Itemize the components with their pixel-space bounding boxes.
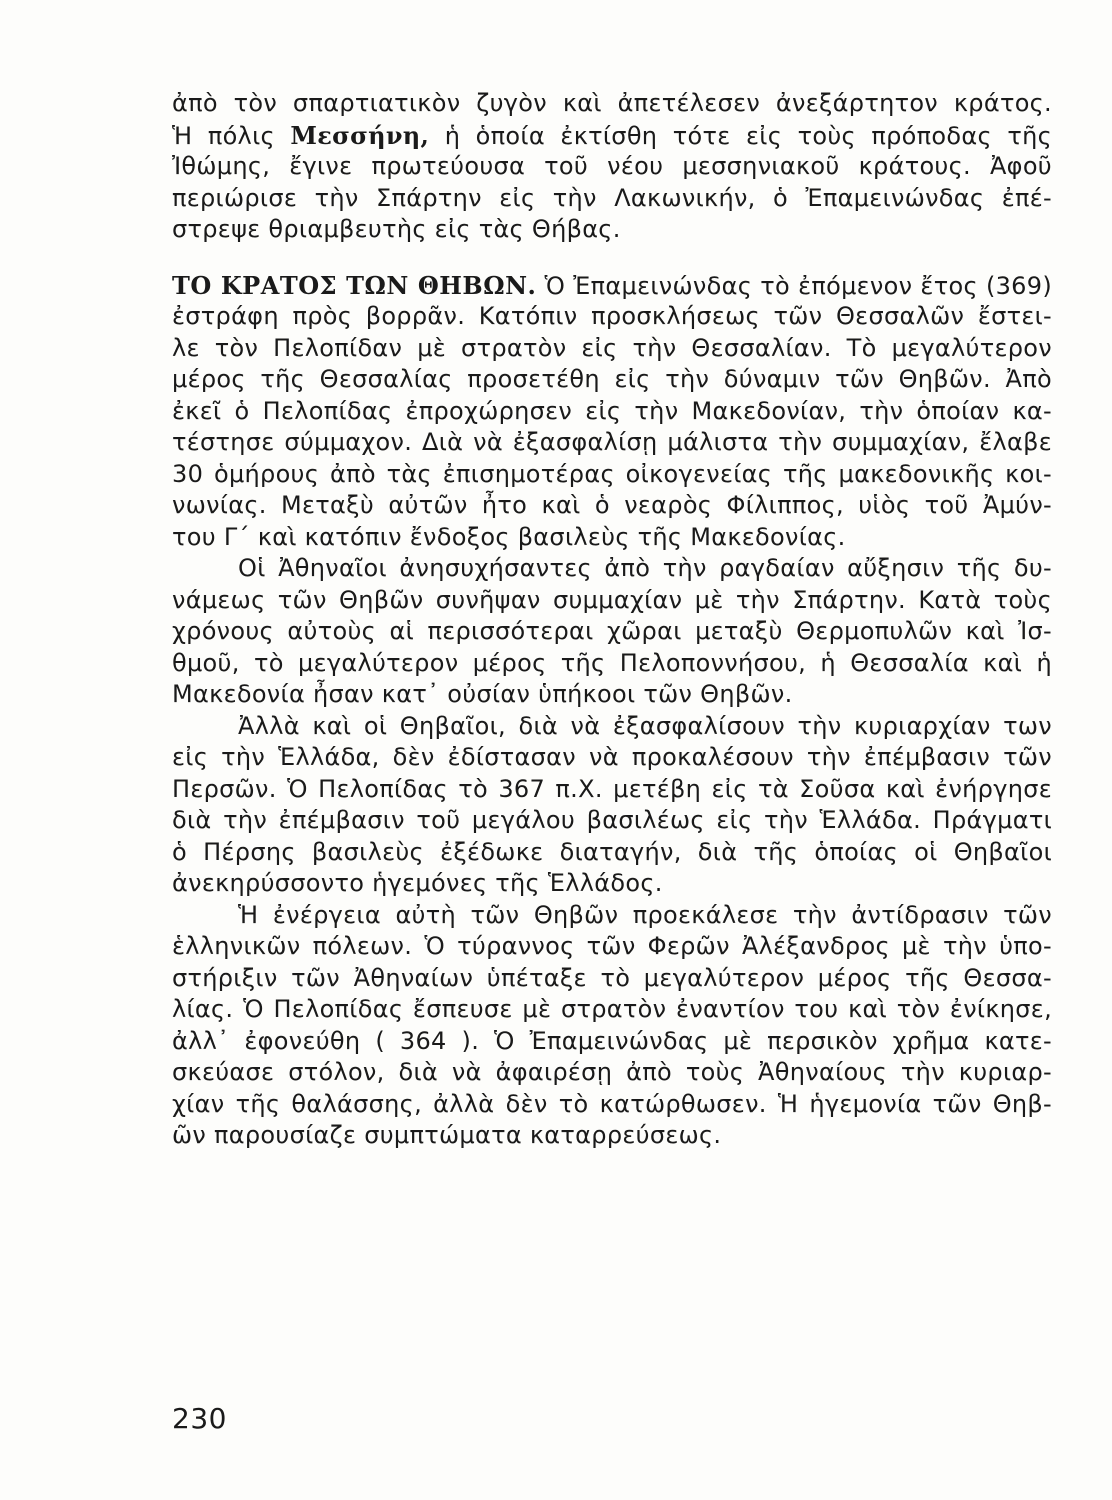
- text-line: ἐστράφη πρὸς βορρᾶν. Κατόπιν προσκλήσεως τῶν Θεσσαλῶν ἔστει-: [172, 302, 1052, 330]
- text-span: Ὁ Ἐπαμεινώνδας τὸ ἐπόμενον ἔτος (369): [536, 271, 1052, 300]
- bold-term: Μεσσήνη,: [290, 120, 430, 150]
- text-span: τότε εἰς τοὺς πρόποδας τῆς: [672, 121, 1052, 150]
- text-line: νωνίας. Μεταξὺ αὐτῶν ἦτο καὶ ὁ νεαρὸς Φίλιππος, υἱὸς τοῦ Ἀμύν-: [172, 491, 1052, 519]
- text-line: λε τὸν Πελοπίδαν μὲ στρατὸν εἰς τὴν Θεσσαλίαν. Τὸ μεγαλύτερον: [172, 333, 1052, 362]
- text-line: του Γ΄ καὶ κατόπιν ἔνδοξος βασιλεὺς τῆς Μακεδονίας.: [172, 522, 846, 551]
- text-line: μέρος τῆς Θεσσαλίας προσετέθη εἰς τὴν δύναμιν τῶν Θηβῶν. Ἀπὸ: [172, 365, 1052, 393]
- text-line: Ἡ ἐνέργεια αὐτὴ τῶν Θηβῶν προεκάλεσε τὴν ἀντίδρασιν τῶν: [238, 900, 1052, 929]
- text-line: Μακεδονία ἦσαν κατ᾽ οὐσίαν ὑπήκοοι τῶν Θηβῶν.: [172, 680, 793, 708]
- text-line: ἀνεκηρύσσοντο ἡγεμόνες τῆς Ἑλλάδος.: [172, 869, 663, 897]
- text-line: Περσῶν. Ὁ Πελοπίδας τὸ 367 π.Χ. μετέβη εἰς τὰ Σοῦσα καὶ ἐνήργησε: [172, 774, 1052, 803]
- text-line: χίαν τῆς θαλάσσης, ἀλλὰ δὲν τὸ κατώρθωσεν. Ἡ ἡγεμονία τῶν Θηβ-: [172, 1089, 1052, 1118]
- text-line: περιώρισε τὴν Σπάρτην εἰς τὴν Λακωνικήν, ὁ Ἐπαμεινώνδας ἐπέ-: [172, 183, 1052, 212]
- text-line: νάμεως τῶν Θηβῶν συνῆψαν συμμαχίαν μὲ τὴν Σπάρτην. Κατὰ τοὺς: [172, 585, 1052, 614]
- text-line: ἐκεῖ ὁ Πελοπίδας ἐπροχώρησεν εἰς τὴν Μακεδονίαν, τὴν ὁποίαν κα-: [172, 396, 1052, 425]
- text-line: ἀλλ᾽ ἐφονεύθη ( 364 ). Ὁ Ἐπαμεινώνδας μὲ περσικὸν χρῆμα κατε-: [172, 1026, 1052, 1055]
- text-line: [172, 120, 1052, 152]
- text-line: στήριξιν τῶν Ἀθηναίων ὑπέταξε τὸ μεγαλύτερον μέρος τῆς Θεσσα-: [172, 963, 1052, 992]
- text-span: ἡ ὁποία ἐκτίσθη: [429, 121, 673, 150]
- section-heading: ΤΟ ΚΡΑΤΟΣ ΤΩΝ ΘΗΒΩΝ.: [172, 270, 537, 300]
- text-span: Ἡ πόλις: [172, 121, 291, 150]
- text-line: σκεύασε στόλον, διὰ νὰ ἀφαιρέσῃ ἀπὸ τοὺς Ἀθηναίους τὴν κυριαρ-: [172, 1058, 1052, 1086]
- text-line: ῶν παρουσίαζε συμπτώματα καταρρεύσεως.: [172, 1121, 722, 1149]
- text-line: διὰ τὴν ἐπέμβασιν τοῦ μεγάλου βασιλέως εἰς τὴν Ἑλλάδα. Πράγματι: [172, 806, 1052, 834]
- text-line: χρόνους αὐτοὺς αἱ περισσότεραι χῶραι μεταξὺ Θερμοπυλῶν καὶ Ἰσ-: [172, 617, 1052, 645]
- text-line: Ἰθώμης, ἔγινε πρωτεύουσα τοῦ νέου μεσσηνιακοῦ κράτους. Ἀφοῦ: [172, 152, 1052, 180]
- text-line: λίας. Ὁ Πελοπίδας ἔσπευσε μὲ στρατὸν ἐναντίον του καὶ τὸν ἐνίκησε,: [172, 995, 1052, 1023]
- text-line: Οἱ Ἀθηναῖοι ἀνησυχήσαντες ἀπὸ τὴν ραγδαίαν αὔξησιν τῆς δυ-: [238, 554, 1052, 582]
- text-line: ἀπὸ τὸν σπαρτιατικὸν ζυγὸν καὶ ἀπετέλεσεν ἀνεξάρτητον κράτος.: [172, 89, 1052, 117]
- text-line: εἰς τὴν Ἑλλάδα, δὲν ἐδίστασαν νὰ προκαλέσουν τὴν ἐπέμβασιν τῶν: [172, 743, 1052, 771]
- text-line: θμοῦ, τὸ μεγαλύτερον μέρος τῆς Πελοποννήσου, ἡ Θεσσαλία καὶ ἡ: [172, 648, 1052, 677]
- text-line: 30 ὁμήρους ἀπὸ τὰς ἐπισημοτέρας οἰκογενείας τῆς μακεδονικῆς κοι-: [172, 459, 1052, 488]
- text-line: ἑλληνικῶν πόλεων. Ὁ τύραννος τῶν Φερῶν Ἀλέξανδρος μὲ τὴν ὑπο-: [172, 932, 1052, 960]
- text-line: [172, 270, 1052, 302]
- text-line: Ἀλλὰ καὶ οἱ Θηβαῖοι, διὰ νὰ ἐξασφαλίσουν τὴν κυριαρχίαν των: [238, 711, 1052, 740]
- text-line: ὁ Πέρσης βασιλεὺς ἐξέδωκε διαταγήν, διὰ τῆς ὁποίας οἱ Θηβαῖοι: [172, 837, 1052, 866]
- page-number: 230: [172, 1402, 227, 1435]
- text-line: τέστησε σύμμαχον. Διὰ νὰ ἐξασφαλίσῃ μάλιστα τὴν συμμαχίαν, ἔλαβε: [172, 428, 1052, 456]
- paragraph-gap: [172, 246, 1052, 270]
- body-text: [172, 88, 1052, 1152]
- text-line: στρεψε θριαμβευτὴς εἰς τὰς Θήβας.: [172, 215, 621, 243]
